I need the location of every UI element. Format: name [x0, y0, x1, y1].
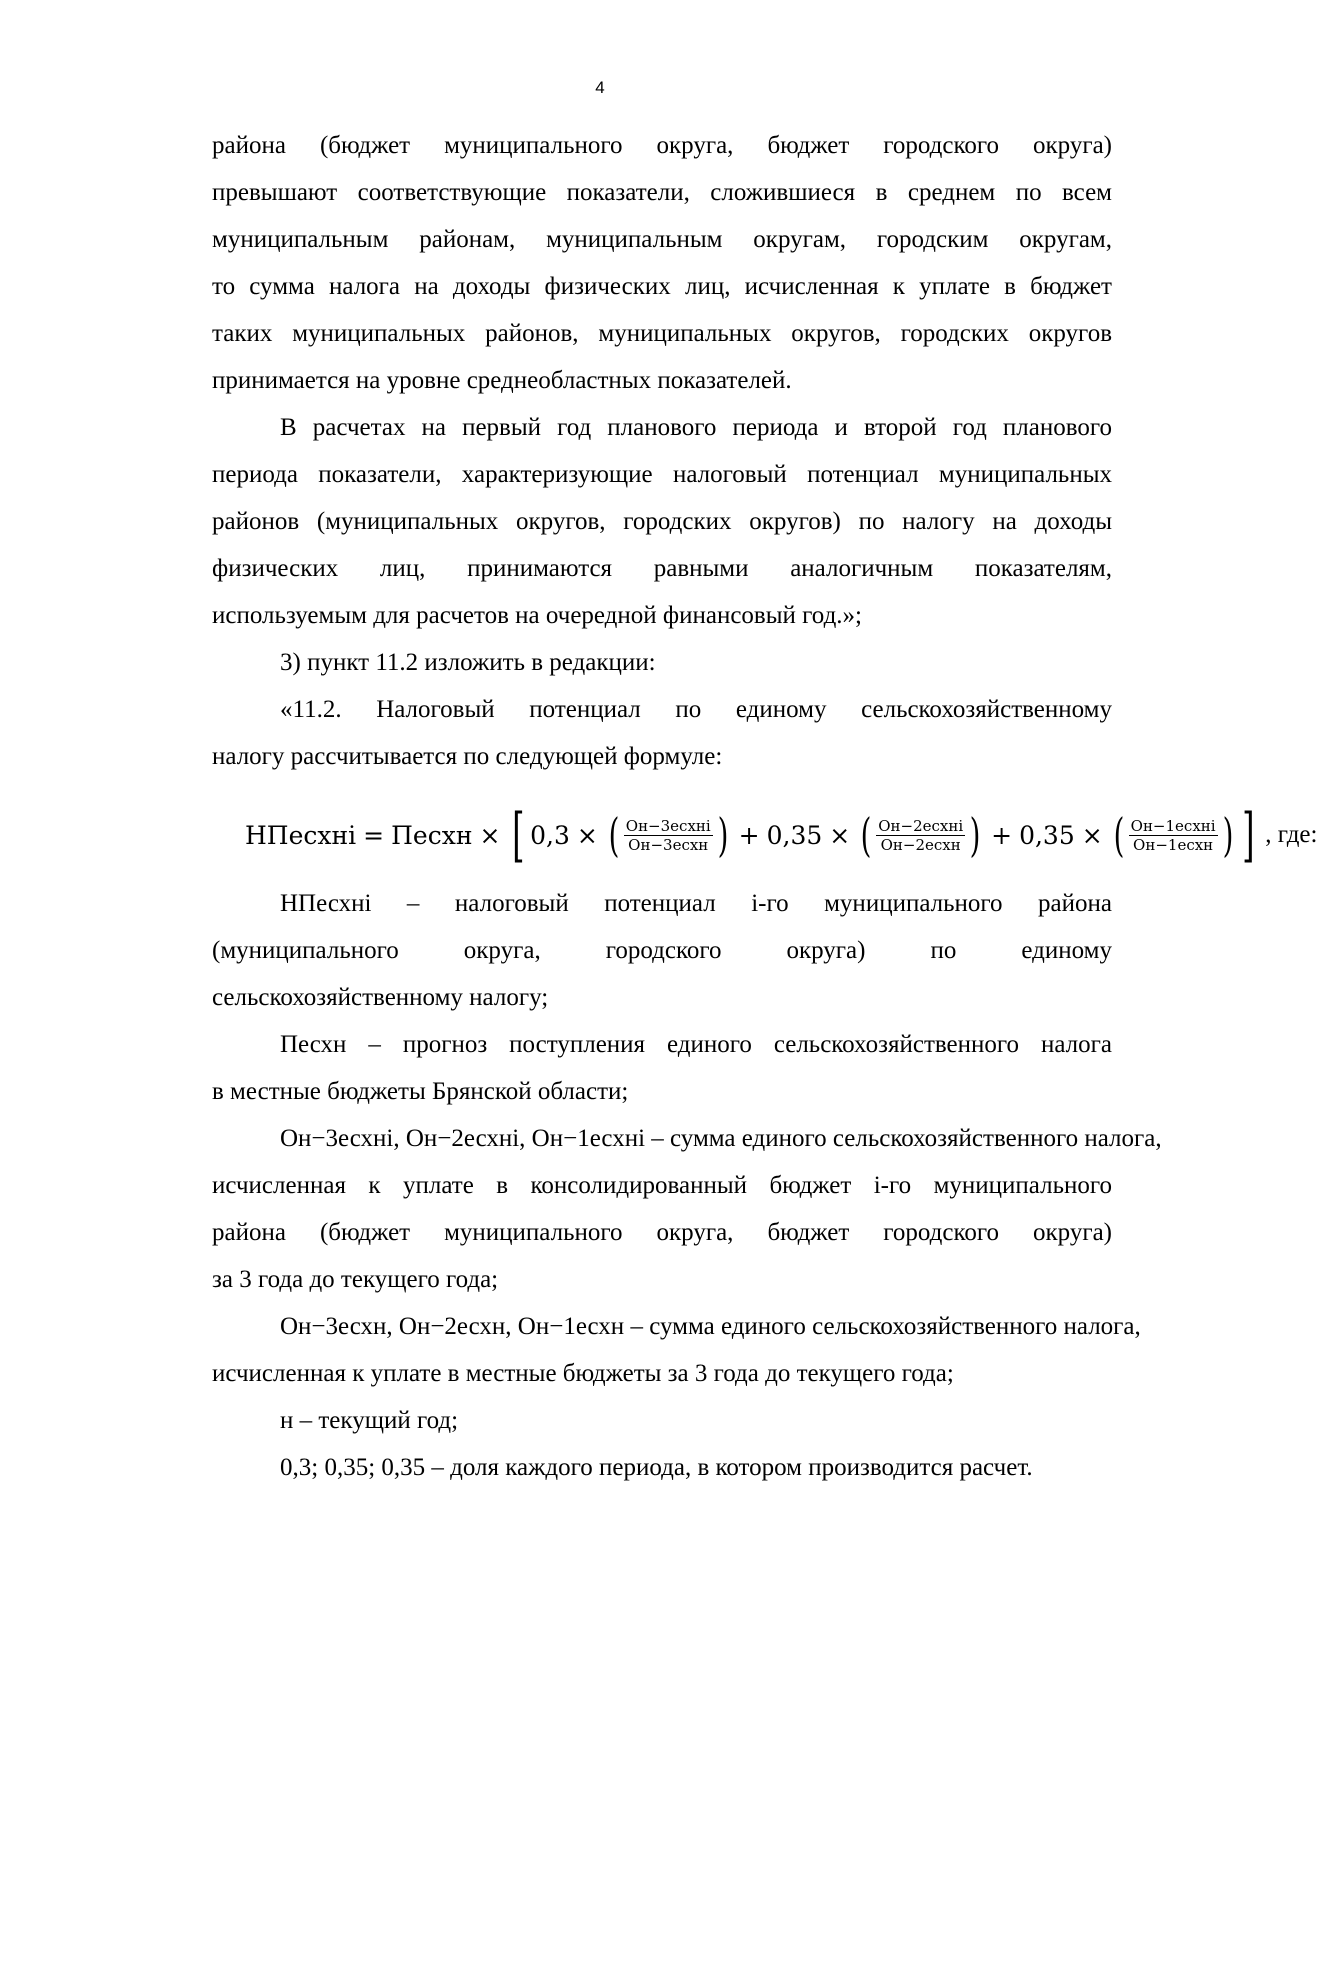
text-line: периода показатели, характеризующие налоговый потенциал муниципальных	[212, 461, 1112, 488]
text-line: принимается на уровне среднеобластных показателей.	[212, 367, 792, 394]
text-line: исчисленная к уплате в консолидированный бюджет i-го муниципального	[212, 1172, 1112, 1199]
page-number: 4	[595, 78, 605, 97]
formula-plus: +	[991, 820, 1013, 850]
text-line: (муниципального округа, городского округа) по единому	[212, 937, 1112, 964]
fraction-2-denominator: Oн−2есхн	[880, 835, 961, 854]
text-line: таких муниципальных районов, муниципальных округов, городских округов	[212, 320, 1112, 347]
fraction-1-denominator: Oн−3есхн	[628, 835, 709, 854]
formula-lhs: НПесхнi	[245, 820, 357, 850]
text-line: 3) пункт 11.2 изложить в редакции:	[280, 649, 656, 676]
text-line: Oн−3есхн, Oн−2есхн, Oн−1есхн – сумма единого сельскохозяйственного налога,	[280, 1313, 1141, 1340]
text-line: района (бюджет муниципального округа, бюджет городского округа)	[212, 132, 1112, 159]
formula-coef-2: 0,35	[766, 820, 823, 850]
formula-times: ×	[479, 820, 501, 850]
formula-times: ×	[576, 820, 598, 850]
right-paren: )	[1222, 808, 1233, 862]
formula-base: Песхн	[391, 820, 473, 850]
formula-coef-3: 0,35	[1019, 820, 1075, 850]
text-line: превышают соответствующие показатели, сложившиеся в среднем по всем	[212, 179, 1112, 206]
text-line: физических лиц, принимаются равными аналогичным показателям,	[212, 555, 1112, 582]
text-line: муниципальным районам, муниципальным округам, городским округам,	[212, 226, 1112, 253]
fraction-3-denominator: Oн−1есхн	[1133, 835, 1214, 854]
fraction-2	[876, 817, 965, 854]
fraction-3	[1129, 817, 1218, 854]
text-line: районов (муниципальных округов, городских округов) по налогу на доходы	[212, 508, 1112, 535]
text-line: Oн−3есхнi, Oн−2есхнi, Oн−1есхнi – сумма единого сельскохозяйственного налога,	[280, 1125, 1162, 1152]
text-line: «11.2. Налоговый потенциал по единому сельскохозяйственному	[280, 696, 1112, 723]
text-line: в местные бюджеты Брянской области;	[212, 1078, 629, 1105]
right-paren: )	[969, 808, 981, 862]
text-line: то сумма налога на доходы физических лиц, исчисленная к уплате в бюджет	[212, 273, 1112, 300]
formula-times: ×	[1081, 820, 1103, 850]
text-line: Песхн – прогноз поступления единого сельскохозяйственного налога	[280, 1031, 1112, 1058]
fraction-1-numerator: Oн−3есхнi	[625, 816, 711, 835]
fraction-2-numerator: Oн−2есхнi	[878, 816, 964, 835]
text-line: используемым для расчетов на очередной финансовый год.»;	[212, 602, 862, 629]
text-line: 0,3; 0,35; 0,35 – доля каждого периода, в котором производится расчет.	[280, 1454, 1033, 1481]
right-paren: )	[717, 808, 729, 862]
text-line: за 3 года до текущего года;	[212, 1266, 499, 1293]
formula-where: , где:	[1265, 821, 1317, 848]
body-text-bottom	[212, 880, 1162, 1491]
body-text-top	[212, 122, 1112, 780]
text-line: сельскохозяйственному налогу;	[212, 984, 549, 1011]
text-line: налогу рассчитывается по следующей формуле:	[212, 743, 723, 770]
left-paren: (	[608, 808, 620, 862]
left-bracket: [	[512, 801, 525, 869]
text-line: НПесхнi – налоговый потенциал i-го муниципального района	[280, 890, 1112, 917]
formula-coef-1: 0,3	[530, 820, 570, 850]
right-bracket: ]	[1241, 801, 1255, 869]
text-line: исчисленная к уплате в местные бюджеты за 3 года до текущего года;	[212, 1360, 954, 1387]
fraction-1	[624, 817, 713, 854]
formula-plus: +	[738, 820, 760, 850]
text-line: района (бюджет муниципального округа, бюджет городского округа)	[212, 1219, 1112, 1246]
formula-times: ×	[829, 820, 851, 850]
formula	[245, 790, 1317, 880]
fraction-3-numerator: Oн−1есхнi	[1130, 816, 1216, 835]
text-line: В расчетах на первый год планового периода и второй год планового	[280, 414, 1112, 441]
left-paren: (	[860, 808, 872, 862]
text-line: н – текущий год;	[280, 1407, 459, 1434]
left-paren: (	[1113, 808, 1125, 862]
formula-equals: =	[363, 820, 385, 850]
